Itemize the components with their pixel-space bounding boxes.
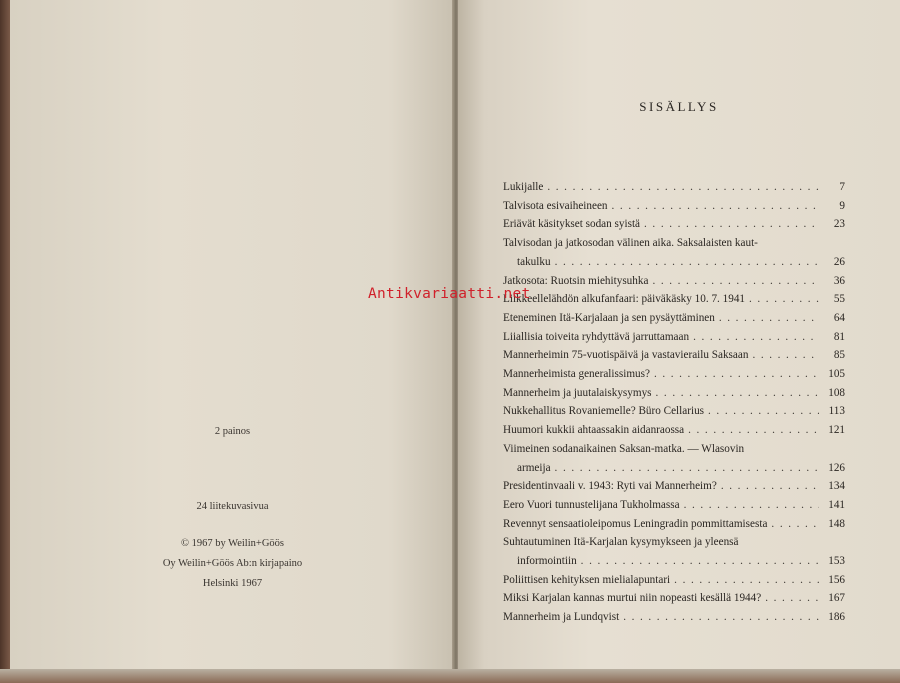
toc-entry (503, 384, 845, 403)
toc-leader-dots (623, 608, 819, 627)
toc-entry (503, 515, 845, 534)
toc-entry (503, 477, 845, 496)
toc-leader-dots (652, 272, 819, 291)
toc-entry-title: Viimeinen sodanaikainen Saksan-matka. — Wlasovin (503, 442, 745, 455)
toc-entry-title: Presidentinvaali v. 1943: Ryti vai Mannerheim? (503, 480, 717, 493)
toc-page-number: 23 (833, 218, 845, 231)
toc-entry-title: Revennyt sensaatioleipomus Leningradin pommittamisesta (503, 517, 768, 530)
toc-leader-dots (693, 328, 819, 347)
toc-entry (503, 365, 845, 384)
plates-note: 24 liitekuvasivua (196, 501, 269, 512)
place-year-line: Helsinki 1967 (202, 578, 263, 589)
toc-leader-dots (547, 178, 819, 197)
toc-entry (503, 290, 845, 309)
toc-entry (503, 234, 845, 253)
toc-entry (503, 608, 845, 627)
toc-page-number: 141 (828, 498, 845, 511)
toc-leader-dots (612, 197, 819, 216)
toc-entry-title: Mannerheimin 75-vuotispäivä ja vastavierailu Saksaan (503, 349, 749, 362)
toc-entry-title: Mannerheim ja juutalaiskysymys (503, 386, 652, 399)
toc-entry-title: Liikkeellelähdön alkufanfaari: päiväkäsky 10. 7. 1941 (503, 293, 746, 306)
toc-entry (503, 272, 845, 291)
toc-entry (503, 459, 845, 478)
toc-entry-title: Poliittisen kehityksen mielialapuntari (503, 573, 671, 586)
toc-page-number: 186 (828, 611, 845, 624)
toc-page-number: 55 (833, 293, 845, 306)
toc-leader-dots (684, 496, 819, 515)
toc-leader-dots (708, 402, 819, 421)
toc-page-number: 126 (828, 461, 845, 474)
printer-line: Oy Weilin+Göös Ab:n kirjapaino (162, 558, 303, 569)
toc-leader-dots (749, 290, 819, 309)
toc-entry-title: Mannerheim ja Lundqvist (503, 611, 620, 624)
toc-page-number: 134 (828, 480, 845, 493)
toc-entry-title: Talvisota esivaiheineen (503, 199, 608, 212)
toc-leader-dots (688, 421, 819, 440)
toc-page-number: 36 (833, 274, 845, 287)
toc-entry-title: takulku (517, 255, 551, 268)
toc-entry (503, 571, 845, 590)
cover-edge (0, 0, 10, 683)
toc-page-number: 113 (828, 405, 845, 418)
toc-page-number: 85 (833, 349, 845, 362)
toc-entry (503, 253, 845, 272)
toc-title: SISÄLLYS (639, 99, 719, 114)
toc-entry-title: Eero Vuori tunnustelijana Tukholmassa (503, 498, 680, 511)
toc-entry (503, 328, 845, 347)
toc-leader-dots (581, 552, 819, 571)
toc-entry-title: armeija (517, 461, 551, 474)
toc-entry-title: Mannerheimista generalissimus? (503, 368, 650, 381)
table-of-contents (503, 178, 845, 627)
toc-entry (503, 178, 845, 197)
toc-page-number: 81 (833, 330, 845, 343)
toc-page-number: 156 (828, 573, 845, 586)
watermark: Antikvariaatti.net (368, 286, 531, 302)
toc-leader-dots (654, 365, 819, 384)
toc-entry (503, 440, 845, 459)
toc-entry (503, 552, 845, 571)
toc-entry-title: Miksi Karjalan kannas murtui niin nopeasti kesällä 1944? (503, 592, 762, 605)
toc-page-number: 7 (839, 181, 845, 193)
toc-entry-title: Suhtautuminen Itä-Karjalan kysymykseen ja yleensä (503, 536, 739, 549)
toc-page-number: 108 (828, 386, 845, 399)
toc-page-number: 105 (828, 368, 845, 381)
toc-entry-title: Eteneminen Itä-Karjalaan ja sen pysäyttäminen (503, 311, 715, 324)
toc-entry (503, 402, 845, 421)
toc-entry (503, 346, 845, 365)
toc-page-number: 64 (833, 311, 845, 324)
toc-entry-title: Eriävät käsitykset sodan syistä (503, 218, 641, 231)
toc-leader-dots (765, 589, 819, 608)
toc-entry-title: Talvisodan ja jatkosodan välinen aika. Saksalaisten kaut- (503, 237, 758, 250)
toc-entry (503, 421, 845, 440)
toc-leader-dots (719, 309, 819, 328)
toc-entry-title: informointiin (517, 555, 577, 568)
toc-entry-title: Huumori kukkii ahtaassakin aidanraossa (503, 424, 685, 437)
toc-leader-dots (644, 215, 819, 234)
toc-page-number: 26 (833, 255, 845, 268)
toc-entry-title: Jatkosota: Ruotsin miehitysuhka (503, 274, 649, 287)
toc-entry-title: Nukkehallitus Rovaniemelle? Büro Cellarius (503, 405, 705, 418)
toc-entry (503, 589, 845, 608)
toc-leader-dots (555, 459, 819, 478)
toc-entry (503, 197, 845, 216)
toc-page-number: 148 (828, 517, 845, 530)
toc-page-number: 167 (828, 592, 845, 605)
toc-leader-dots (721, 477, 819, 496)
toc-leader-dots (555, 253, 819, 272)
toc-entry (503, 533, 845, 552)
toc-page-number: 121 (828, 424, 845, 437)
toc-entry (503, 309, 845, 328)
toc-page-number: 9 (839, 199, 845, 212)
edition-note: 2 painos (214, 426, 251, 437)
toc-entry (503, 215, 845, 234)
toc-leader-dots (752, 346, 819, 365)
copyright-line: © 1967 by Weilin+Göös (181, 538, 284, 549)
toc-entry (503, 496, 845, 515)
bottom-edge (0, 669, 900, 683)
toc-leader-dots (656, 384, 819, 403)
toc-leader-dots (771, 515, 819, 534)
toc-entry-title: Liiallisia toiveita ryhdyttävä jarruttamaan (503, 330, 690, 343)
toc-leader-dots (674, 571, 819, 590)
toc-entry-title: Lukijalle (503, 181, 544, 193)
toc-page-number: 153 (828, 555, 845, 568)
